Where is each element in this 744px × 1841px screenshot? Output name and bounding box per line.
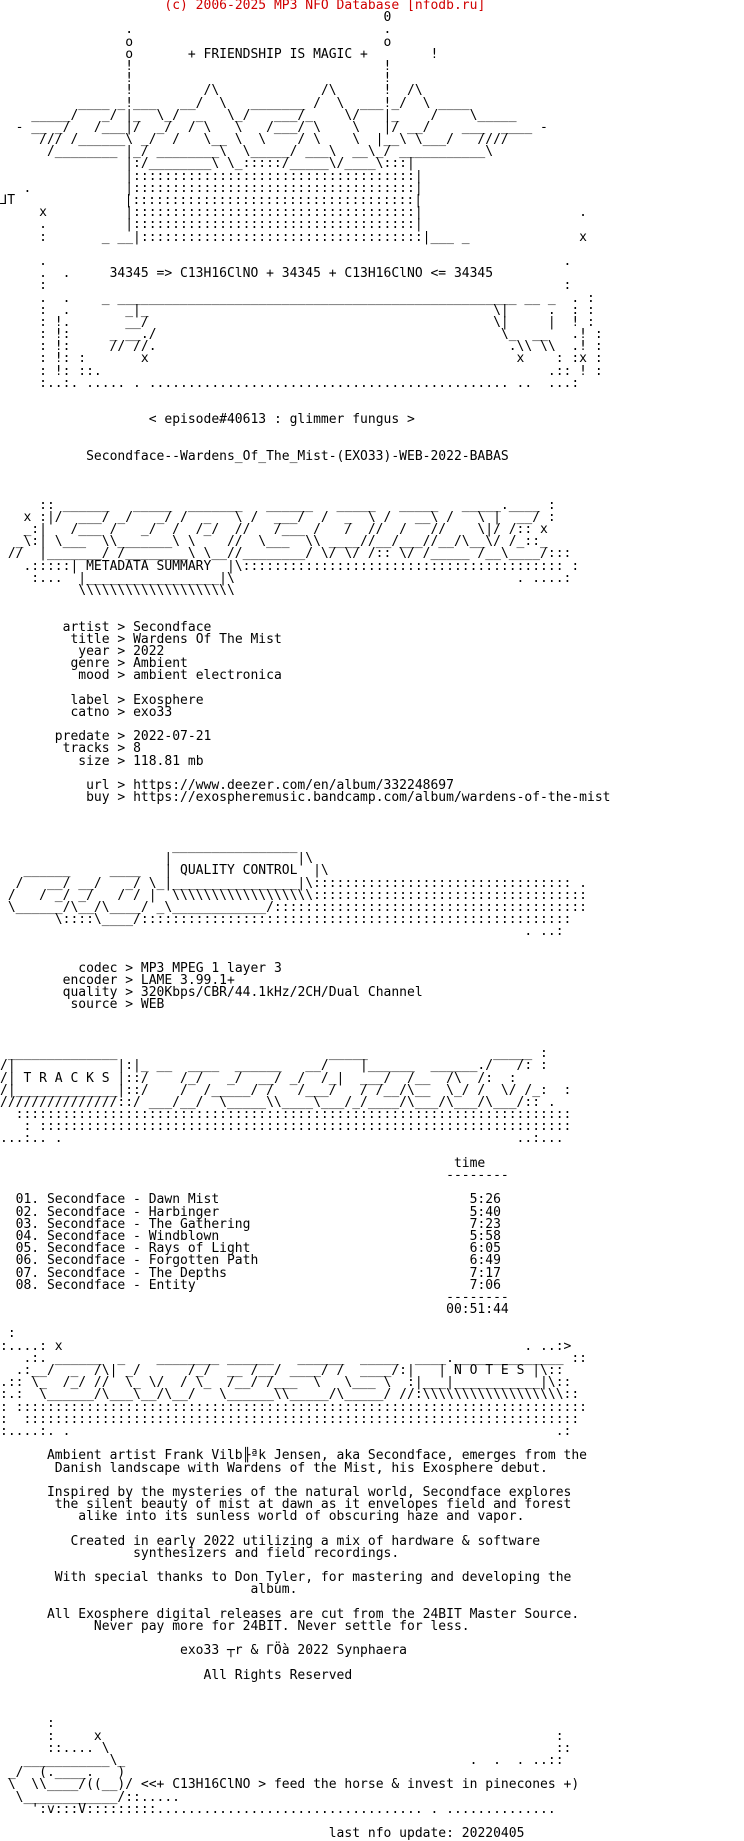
art-line [0,475,744,487]
art-line: ! /\ /\ ! /\ [0,83,423,99]
art-line [0,1694,744,1706]
track-name: Secondface - Rays of Light [46,1241,251,1257]
art-line: . . _ ___________________________________________________ __ _ . : [0,290,595,306]
field-key: genre [70,656,110,672]
art-line [0,1706,744,1718]
track-name: Secondface - The Depths [46,1265,227,1281]
notes-text: Inspired by the mysteries of the natural world, Secondface explores [46,1484,572,1500]
bandcamp-link[interactable]: https://exospheremusic.bandcamp.com/album/wardens-of-the-mist [133,790,611,806]
art-line: o o [0,34,392,50]
art-line: 0 [0,10,392,26]
art-line: _/ (.____. ) [0,1765,126,1781]
metadata-row: label > Exosphere [70,692,204,708]
art-line [0,463,744,475]
art-line: o + FRIENDSHIP IS MAGIC + ! [0,46,439,62]
field-key: source [70,997,118,1013]
art-line: . |::::::::::::::::::::::::::::::::::::| [0,180,423,196]
field-key: predate [54,729,110,745]
field-value: Ambient [133,656,188,672]
notes-text: synthesizers and field recordings. [133,1545,400,1561]
field-value: Exosphere [133,692,204,708]
art-line: :: ______ _____ _______ ______ _____ _____ _____.____ : [0,497,556,513]
quality-title: QUALITY CONTROL [180,863,298,879]
track-name: Secondface - Forgotten Path [46,1253,259,1269]
art-line: ⅃T |::::::::::::::::::::::::::::::::::::| [0,193,423,208]
art-line: .:. ______ _ ________ ______ ______ _____ ____.______________ :: [0,1350,587,1366]
field-key: size [78,753,110,769]
art-line [0,1024,744,1036]
track-number: 01. [15,1192,40,1208]
art-line [0,817,744,829]
art-line: : :::::::::::::::::::::::::::::::::::::::::::::::::::::::::::::::::::: [0,1119,572,1135]
art-line: : [0,1716,55,1732]
art-line [0,390,744,402]
track-time: 6:49 [469,1253,501,1269]
field-key: url [86,778,110,793]
art-line: . . 34345 => C13H16ClNO + 34345 + C13H16ClNO <= 34345 [0,266,494,282]
field-key: artist [62,619,110,635]
metadata-title: METADATA SUMMARY [86,558,212,574]
art-line: ____ _!___ __/ \ _______ / \ ___!_/ \ ____ [0,95,470,111]
track-time: 5:58 [469,1228,501,1244]
notes-line [0,1511,744,1523]
art-line: /|_____________|::/ / /_____/ / /___/ / /__/\__ \_/ / \/ /_: : [0,1082,572,1098]
episode-text: < episode#40613 : glimmer fungus > [148,412,415,428]
art-line: ! ! [0,71,392,87]
quality-row: quality > 320Kbps/CBR/44.1kHz/2CH/Dual Channel [62,985,423,1001]
field-key: title [70,631,110,647]
art-line: :.: \______/\___\__/\__/ \______\\_____/\_____/ //:\\\\\\\\\\\\\\\\\\:: [0,1387,580,1403]
art-line [0,1682,744,1694]
banner-tagline: + FRIENDSHIP IS MAGIC + [187,46,368,62]
art-line: |::::::::::::::::::::::::::::::::::::| [0,168,423,184]
field-value: 320Kbps/CBR/44.1kHz/2CH/Dual Channel [140,985,423,1001]
total-time: 00:51:44 [446,1302,509,1318]
art-line: / / _/ _/ / / | \\\\\\\\\\\\\\\\\\::::::::::::::::::::::::::::::::::: [0,887,587,903]
field-key: tracks [62,741,110,757]
art-line: . ..: [0,924,564,940]
metadata-row: url > https://www.deezer.com/en/album/332248697 [86,778,454,793]
track-time: 6:05 [469,1241,501,1257]
metadata-row: buy > https://exospheremusic.bandcamp.com/album/wardens-of-the-mist [86,790,611,806]
art-line: : ::::::::::::::::::::::::::::::::::::::::::::::::::::::::::::::::::::::: [0,1411,580,1427]
art-line: :....: x . ..:> [0,1338,572,1354]
track-time: 7:23 [469,1216,501,1232]
art-line: .:::::| METADATA SUMMARY |\::::::::::::::::::::::::::::::::::::::::: : [0,558,580,574]
art-line: \::::\____/::::::::::::::::::::::::::::::::::::::::::::::::::::::: [0,912,572,928]
track-number: 07. [15,1265,40,1281]
art-line: \\\\\\\\\\\\\\\\\\\\ [0,583,235,598]
metadata-row: year > 2022 [78,643,165,659]
art-line: _\:| \___ \\_______\ \ // \___ \\ ____//__/___//__/\__\/ /_::_ [0,534,548,550]
art-line: /| |:|_ __ ____ ______ __/ |______ ______./ /: : [0,1058,548,1074]
notes-text: album. [250,1582,298,1598]
art-line: _____/ _/ |_ \_/ _ \_/ ___/_ \/ |_ / \_____ [0,107,517,123]
art-line: |:/________\ \_:::::/_____\/____\:::| [0,156,415,172]
track-number: 08. [15,1277,40,1293]
art-line: /________ |_/ ________\ \_____/ ___\ __\_/ ___________\ [0,144,494,160]
metadata-row: mood > ambient electronica [78,668,282,684]
field-key: label [70,692,110,708]
track-name: Secondface - Dawn Mist [46,1192,220,1208]
art-line: ///////////////::/ ___/__/ \_____\\____\___/_/____/\___/\___/\___/:: . [0,1094,556,1110]
track-time: 5:40 [469,1204,501,1220]
art-line: : !: : x x : :x : [0,351,603,367]
art-line: - __ _/ /___|/ _/ / \ \ /___/ \ \ |/ __/ ___ ____ - [0,119,548,135]
notes-title: N O T E S [453,1363,525,1378]
notes-line [0,1460,744,1476]
art-line: ...:.. . ..:... [0,1131,564,1147]
art-line: _:| /___ / _/ / /_/ // /___ / / // / // \|/ /:: x [0,522,548,538]
notes-line [0,1667,744,1683]
art-line: : !: ::. .:: ! : [0,363,603,379]
metadata-row: size > 118.81 mb [78,753,204,769]
footer-line: \ \\____/((__)/ <<+ C13H16ClNO > feed the horse & invest in pinecones +) [0,1777,580,1793]
art-line: ! ! [0,58,392,74]
track-name: Secondface - Windblown [46,1228,220,1244]
track-time: 7:17 [469,1265,501,1281]
art-line [0,1316,744,1328]
field-value: 8 [133,741,141,757]
credit-text: (c) 2006-2025 MP3 NFO Database [nfodb.ru] [164,0,486,13]
art-line: . . [0,253,572,269]
track-number: 03. [15,1216,40,1232]
notes-line [0,1545,744,1561]
field-key: codec [78,960,118,976]
art-line: : [0,1326,16,1342]
notes-text: With special thanks to Don Tyler, for mastering and developing the [54,1570,572,1586]
episode-line [0,414,744,426]
art-line [0,938,744,950]
notes-line [0,1584,744,1596]
notes-text: All Rights Reserved [203,1667,353,1683]
release-name: Secondface--Wardens_Of_The_Mist-(EXO33)-WEB-2022-BABAS [86,448,509,464]
metadata-row: predate > 2022-07-21 [54,729,212,745]
art-line [0,1012,744,1024]
metadata-row: title > Wardens Of The Mist [70,631,282,647]
art-line: /| T R A C K S |::/ /_/ _/ __/ _/ /_| ___/ /__ /\ /: : [0,1070,517,1086]
field-key: catno [70,704,110,720]
track-number: 02. [15,1204,40,1220]
track-name: Secondface - The Gathering [46,1216,251,1232]
notes-text: Never pay more for 24BIT. Never settle for less. [93,1618,470,1634]
field-value: exo33 [133,704,173,720]
field-value: Wardens Of The Mist [133,631,282,647]
release-line [0,448,744,464]
tracks-title: T R A C K S [23,1070,110,1086]
footer-slogan: <<+ C13H16ClNO > feed the horse & invest in pinecones +) [140,1777,580,1793]
field-value: LAME 3.99.1+ [140,973,235,988]
quality-row: source > WEB [70,997,165,1013]
notes-text: exo33 ┬r & ΓÖà 2022 Synphaera [180,1643,407,1659]
art-line: .:: \_ /_/ // \_ \/ / \_ /__/ /___ \ \___ \ :|___|___________|\:: [0,1375,572,1391]
track-time: 5:26 [469,1192,501,1208]
art-line: :..:. ..... . .............................................. .. ...: [0,375,580,391]
art-line: \______/\__/\____/ _\____________/:::::::::::::::::::::::::::::::::::::::: [0,899,587,915]
quality-row: encoder > LAME 3.99.1+ [62,973,235,988]
metadata-row: artist > Secondface [62,619,212,635]
field-key: quality [62,985,118,1001]
notes-text: Created in early 2022 utilizing a mix of hardware & software [70,1533,541,1549]
metadata-row: catno > exo33 [70,704,173,720]
art-line: : ::::::::::::::::::::::::::::::::::::::::::::::::::::::::::::::::::::::::: [0,1399,587,1415]
art-line: ':v:::V:::::::::.................................. . .............. [0,1801,556,1817]
art-line: . |::::::::::::::::::::::::::::::::::::| [0,217,423,233]
notes-line [0,1618,744,1634]
field-key: mood [78,668,110,684]
time-header: time [453,1155,486,1171]
art-line: ______________ _____ _____ : [0,1046,548,1062]
art-line [0,804,744,816]
notes-text: Ambient artist Frank Vilb╟ªk Jensen, aka Secondface, emerges from the [46,1448,588,1464]
field-key: buy [86,790,110,806]
art-line: ::.... \ :: [0,1740,572,1756]
art-line: x |::::::::::::::::::::::::::::::::::::| . [0,205,587,221]
field-key: year [78,643,110,659]
field-value: Secondface [133,619,212,635]
track-number: 05. [15,1241,40,1257]
notes-text: All Exosphere digital releases are cut from the 24BIT Master Source. [46,1606,580,1622]
field-value: MP3 MPEG 1 layer 3 [140,960,282,976]
track-name: Secondface - Harbinger [46,1204,220,1220]
notes-line [0,1645,744,1657]
art-line: : x : [0,1728,564,1744]
track-number: 04. [15,1228,40,1244]
field-value: ambient electronica [133,668,282,684]
art-line: ______ ____ | QUALITY CONTROL |\ [0,863,329,879]
art-line: : . _|_ \| . : : [0,302,595,318]
track-name: Secondface - Entity [46,1277,196,1293]
field-value: WEB [140,997,165,1013]
art-line: | |\ [0,851,314,867]
art-line: /// /______\ _/ / \__ \ \ / \ \ |__\ \___/ //// [0,132,517,148]
art-line: .:__/ _ /\| _/ /_/ __ /__/ ____/ / ____/:| | N O T E S |\:: [0,1363,564,1378]
banner-formula: 34345 => C13H16ClNO + 34345 + C13H16ClNO <= 34345 [109,266,494,282]
art-line: : !: // //. .\\ \\ .! : [0,339,603,355]
metadata-row: genre > Ambient [70,656,188,672]
art-line: : !: _ __./ \_ __ .! : [0,327,603,343]
art-line: : !. __/ \| | ! : [0,314,595,330]
field-value: 118.81 mb [133,753,204,769]
art-line: ::::::::::::::::::::::::::::::::::::::::::::::::::::::::::::::::::::::: [0,1107,572,1123]
track-number: 06. [15,1253,40,1269]
deezer-link[interactable]: https://www.deezer.com/en/album/332248697 [133,778,454,793]
metadata-row: tracks > 8 [62,741,141,757]
art-line: -------- [0,1289,509,1305]
notes-text: alike into its sunless world of obscuring haze and vapor. [78,1509,525,1525]
art-line: : _ __|::::::::::::::::::::::::::::::::::::|___ _ x [0,229,587,245]
last-update: last nfo update: 20220405 [328,1826,525,1841]
art-line: / __/ __/ _/ \_|________________|\::::::::::::::::::::::::::::::::: . [0,875,587,891]
notes-text: the silent beauty of mist at dawn as it envelopes field and forest [54,1497,572,1513]
art-line: \____________/::..... [0,1789,181,1805]
art-line: x :|/ ___/ _/ _/ / _ \ / ___/ / _ \ / __\ / \ | __/ : [0,509,556,525]
field-value: 2022-07-21 [133,729,212,745]
art-line: // |_______/ /________\ \__//________/ \/ \/ /:: \/ /_____ /__\____/::: [0,546,572,562]
total-line [0,1304,744,1316]
art-line: :....:. . .: [0,1423,572,1439]
field-key: encoder [62,973,118,988]
field-value: 2022 [133,643,165,659]
update-line [0,1828,744,1840]
art-line: ___________\_ . . . ..:: [0,1753,564,1768]
art-line [0,597,744,609]
art-line: . . [0,22,392,38]
art-line: -------- [0,1168,509,1183]
art-line [0,427,744,439]
art-line: : : [0,278,572,294]
art-line: ________________ [0,838,298,854]
notes-text: Danish landscape with Wardens of the Mist, his Exosphere debut. [54,1460,548,1476]
art-line: :... |_________________|\ . ....: [0,570,572,586]
quality-row: codec > MP3 MPEG 1 layer 3 [78,960,282,976]
track-time: 7:06 [469,1277,501,1293]
